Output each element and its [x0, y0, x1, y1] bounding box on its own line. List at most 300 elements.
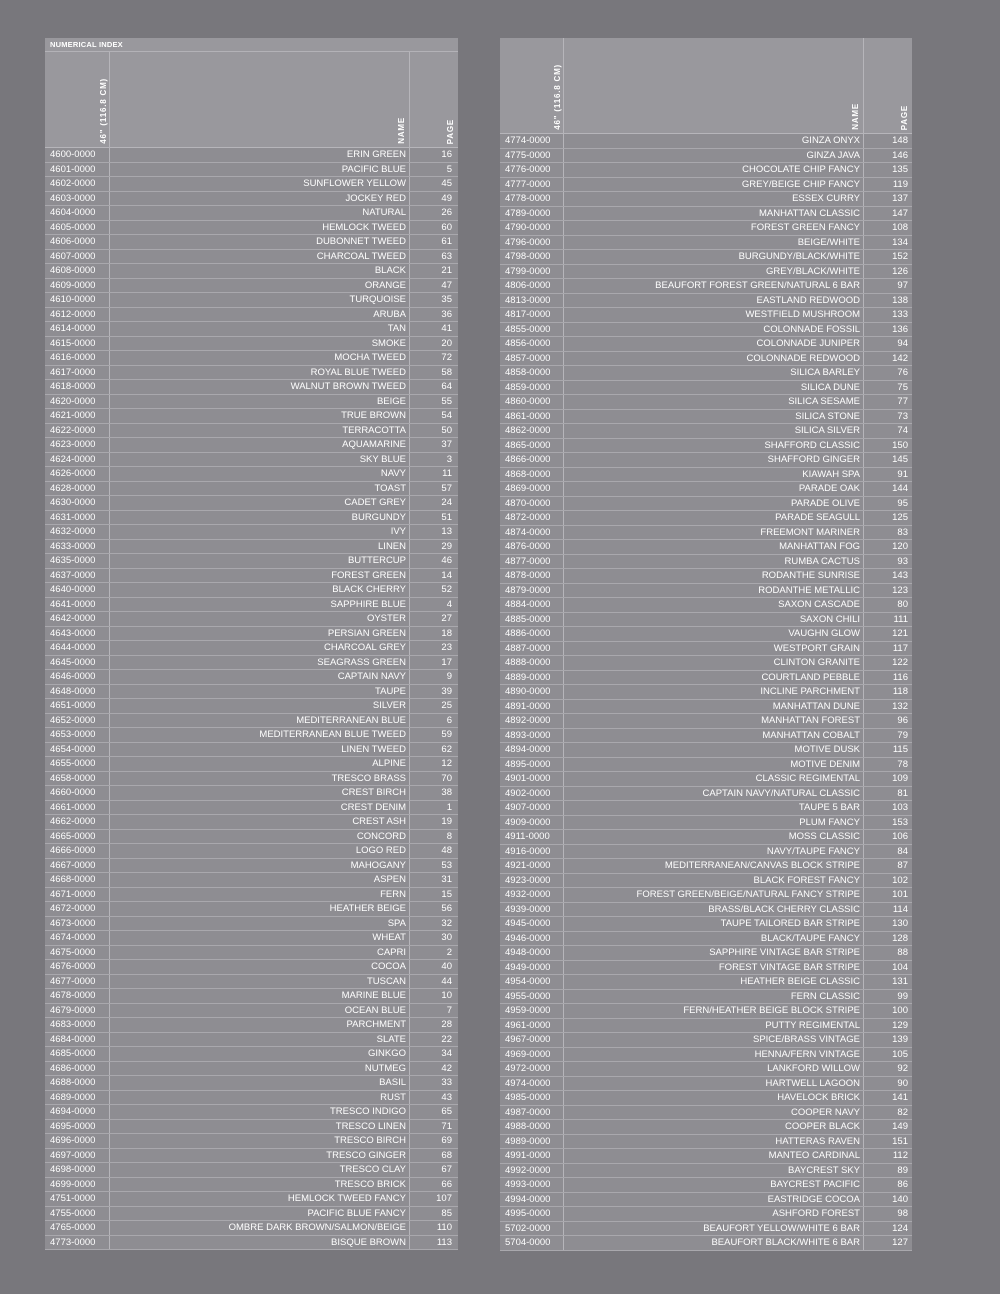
page-number: 5 [446, 163, 452, 175]
item-number: 4889-0000 [505, 671, 551, 683]
table-row [500, 1222, 912, 1237]
table-row [45, 308, 458, 323]
page-number: 73 [897, 410, 908, 422]
item-name: COLONNADE FOSSIL [763, 323, 860, 335]
table-row [45, 467, 458, 482]
page-number: 127 [892, 1237, 908, 1248]
table-row [500, 917, 912, 932]
page-number: 53 [441, 859, 452, 871]
item-name: TRESCO GINGER [326, 1149, 406, 1161]
page-number: 12 [441, 758, 452, 769]
page-number: 15 [441, 888, 452, 900]
item-number: 4628-0000 [50, 482, 96, 494]
item-number: 4893-0000 [505, 729, 551, 741]
item-name: DUBONNET TWEED [316, 236, 406, 247]
table-row [45, 946, 458, 961]
table-row [45, 960, 458, 975]
page-number: 33 [441, 1077, 452, 1088]
page-number: 82 [897, 1106, 908, 1118]
page-number: 16 [441, 149, 452, 160]
item-number: 4796-0000 [505, 236, 551, 248]
table-row [45, 627, 458, 642]
right-table-header [500, 38, 912, 134]
item-name: FERN/HEATHER BEIGE BLOCK STRIPE [683, 1005, 860, 1016]
item-number: 4673-0000 [50, 917, 96, 929]
page-number: 50 [441, 424, 452, 436]
item-number: 4610-0000 [50, 294, 96, 305]
item-name: MANTEO CARDINAL [768, 1150, 860, 1161]
item-name: INCLINE PARCHMENT [760, 686, 860, 697]
table-row [45, 380, 458, 395]
table-row [45, 366, 458, 381]
item-name: EASTRIDGE COCOA [767, 1193, 860, 1205]
table-row [45, 1163, 458, 1178]
page-number: 66 [441, 1178, 452, 1190]
page-number: 112 [892, 1150, 908, 1161]
item-number: 4985-0000 [505, 1092, 551, 1103]
page-number: 91 [897, 468, 908, 480]
page-number: 30 [441, 932, 452, 943]
page-number: 55 [441, 395, 452, 407]
item-name: MANHATTAN FOREST [761, 715, 860, 726]
item-name: ERIN GREEN [346, 149, 406, 160]
table-row [45, 163, 458, 178]
item-number: 4878-0000 [505, 570, 551, 581]
table-row [500, 352, 912, 367]
page-number: 140 [892, 1193, 908, 1205]
page-number: 40 [441, 961, 452, 972]
item-name: SILICA STONE [795, 410, 860, 422]
item-number: 4872-0000 [505, 512, 551, 523]
table-row [45, 1192, 458, 1207]
item-name: PACIFIC BLUE FANCY [307, 1207, 406, 1219]
table-row [500, 569, 912, 584]
item-number: 4972-0000 [505, 1063, 551, 1074]
table-row [45, 279, 458, 294]
table-row [45, 583, 458, 598]
item-number: 4695-0000 [50, 1120, 96, 1132]
left-table-header [45, 52, 458, 148]
item-number: 4648-0000 [50, 685, 96, 697]
item-name: HEMLOCK TWEED [322, 221, 406, 233]
item-name: HATTERAS RAVEN [775, 1135, 860, 1147]
page-number: 104 [892, 961, 908, 973]
page-number: 98 [897, 1208, 908, 1219]
item-number: 4685-0000 [50, 1048, 96, 1059]
item-name: TRESCO BRICK [334, 1178, 406, 1190]
item-name: CONCORD [356, 830, 406, 842]
table-row [500, 424, 912, 439]
item-name: WHEAT [372, 932, 406, 943]
item-number: 4991-0000 [505, 1150, 551, 1161]
item-name: SAXON CHILI [799, 613, 860, 625]
table-row [45, 1076, 458, 1091]
table-row [45, 1120, 458, 1135]
item-name: CAPRI [376, 946, 406, 958]
item-name: SAXON CASCADE [778, 599, 860, 610]
page-number: 139 [892, 1034, 908, 1045]
table-row [45, 1018, 458, 1033]
page-number: 19 [441, 816, 452, 827]
item-number: 4987-0000 [505, 1106, 551, 1118]
item-number: 4817-0000 [505, 309, 551, 320]
item-number: 4954-0000 [505, 976, 551, 987]
item-name: LINEN TWEED [341, 743, 406, 755]
table-row [45, 395, 458, 410]
table-row [500, 323, 912, 338]
table-row [500, 1193, 912, 1208]
table-row [45, 1047, 458, 1062]
item-name: BISQUE BROWN [331, 1236, 406, 1248]
item-name: TRESCO CLAY [339, 1164, 406, 1175]
item-name: SILICA DUNE [800, 381, 860, 393]
table-row [500, 1004, 912, 1019]
page-number: 8 [446, 830, 452, 842]
item-name: TRUE BROWN [341, 410, 406, 421]
table-row [500, 845, 912, 860]
table-row [45, 917, 458, 932]
size-column-header [45, 52, 110, 147]
item-number: 4994-0000 [505, 1193, 551, 1205]
table-row [500, 149, 912, 164]
item-name: BEIGE/WHITE [797, 236, 860, 248]
page-number: 74 [897, 425, 908, 436]
item-name: CAPTAIN NAVY [337, 671, 406, 682]
item-name: SHAFFORD GINGER [767, 454, 860, 465]
table-row [45, 859, 458, 874]
item-number: 4671-0000 [50, 888, 96, 900]
item-name: FREEMONT MARINER [760, 526, 860, 538]
table-row [45, 177, 458, 192]
table-row [500, 627, 912, 642]
page-number: 10 [441, 990, 452, 1001]
item-name: ESSEX CURRY [792, 193, 860, 204]
table-row [500, 163, 912, 178]
page-number: 71 [441, 1120, 452, 1132]
table-row [500, 932, 912, 947]
page-number: 25 [441, 700, 452, 711]
page-number: 130 [892, 918, 908, 929]
item-name: TAUPE 5 BAR [798, 802, 860, 813]
item-number: 4637-0000 [50, 569, 96, 581]
page-number: 124 [892, 1222, 908, 1234]
item-name: MEDITERRANEAN/CANVAS BLOCK STRIPE [664, 860, 860, 871]
item-name: SEAGRASS GREEN [317, 656, 406, 668]
item-name: CAPTAIN NAVY/NATURAL CLASSIC [702, 787, 860, 799]
table-row [500, 990, 912, 1005]
item-number: 4923-0000 [505, 874, 551, 886]
item-number: 4907-0000 [505, 802, 551, 813]
table-row [45, 409, 458, 424]
item-number: 4969-0000 [505, 1048, 551, 1060]
item-name: BEAUFORT BLACK/WHITE 6 BAR [711, 1237, 860, 1248]
page-number: 70 [441, 772, 452, 784]
item-number: 4660-0000 [50, 787, 96, 798]
table-row [45, 975, 458, 990]
item-number: 4645-0000 [50, 656, 96, 668]
item-name: SILICA SILVER [794, 425, 860, 436]
table-row [500, 1120, 912, 1135]
item-number: 4646-0000 [50, 671, 96, 682]
table-row [500, 540, 912, 555]
item-number: 4857-0000 [505, 352, 551, 364]
page-number: 79 [897, 729, 908, 741]
item-name: RODANTHE SUNRISE [761, 570, 860, 581]
page-number: 118 [892, 686, 908, 697]
table-row [45, 598, 458, 613]
page-number: 81 [897, 787, 908, 799]
table-row [500, 801, 912, 816]
page-number: 41 [441, 323, 452, 334]
page-column-header [864, 38, 912, 133]
name-column-header [109, 52, 410, 147]
table-row [500, 874, 912, 889]
item-name: PARADE OLIVE [791, 497, 860, 509]
item-number: 4689-0000 [50, 1091, 96, 1103]
item-name: FOREST GREEN/BEIGE/NATURAL FANCY STRIPE [636, 889, 860, 900]
item-number: 4617-0000 [50, 366, 96, 378]
item-name: MANHATTAN CLASSIC [759, 207, 860, 219]
item-number: 4995-0000 [505, 1208, 551, 1219]
table-row [45, 482, 458, 497]
item-number: 4879-0000 [505, 584, 551, 596]
table-row [45, 1236, 458, 1251]
item-number: 4855-0000 [505, 323, 551, 335]
item-name: SPA [387, 917, 406, 929]
item-name: CHOCOLATE CHIP FANCY [742, 164, 860, 175]
item-number: 4679-0000 [50, 1004, 96, 1016]
item-name: BLACK [374, 265, 406, 276]
table-row [500, 1019, 912, 1034]
item-number: 4891-0000 [505, 700, 551, 712]
item-number: 4698-0000 [50, 1164, 96, 1175]
item-number: 4666-0000 [50, 845, 96, 856]
item-name: BRASS/BLACK CHERRY CLASSIC [708, 903, 860, 915]
page-number: 34 [441, 1048, 452, 1059]
page-number: 128 [892, 932, 908, 944]
item-name: MEDITERRANEAN BLUE [296, 714, 406, 726]
item-number: 4694-0000 [50, 1106, 96, 1117]
page-number: 134 [892, 236, 908, 248]
item-number: 4696-0000 [50, 1135, 96, 1146]
page-number: 131 [892, 976, 908, 987]
page-number: 153 [892, 816, 908, 828]
item-number: 4605-0000 [50, 221, 96, 233]
page-number: 113 [436, 1236, 452, 1248]
table-row [45, 1134, 458, 1149]
table-row [45, 641, 458, 656]
table-row [500, 700, 912, 715]
table-row [500, 337, 912, 352]
item-name: TRESCO INDIGO [329, 1106, 406, 1117]
name-column-header [563, 38, 864, 133]
item-number: 4667-0000 [50, 859, 96, 871]
table-row [45, 250, 458, 265]
item-name: TOAST [374, 482, 406, 494]
item-number: 4806-0000 [505, 280, 551, 291]
item-name: BURGUNDY/BLACK/WHITE [738, 251, 860, 262]
page-number: 36 [441, 308, 452, 320]
table-row [45, 453, 458, 468]
table-row [45, 772, 458, 787]
item-number: 4602-0000 [50, 178, 96, 189]
item-number: 4921-0000 [505, 860, 551, 871]
item-number: 4643-0000 [50, 627, 96, 639]
item-name: SILVER [372, 700, 406, 711]
item-number: 4658-0000 [50, 772, 96, 784]
page-number: 126 [892, 265, 908, 277]
table-row [500, 526, 912, 541]
table-row [500, 584, 912, 599]
item-name: PARADE OAK [798, 483, 860, 494]
item-name: CREST DENIM [340, 801, 406, 813]
page-number: 20 [441, 337, 452, 349]
item-name: SMOKE [371, 337, 406, 349]
item-name: GINKGO [367, 1048, 406, 1059]
page-number: 144 [892, 483, 908, 494]
item-number: 4877-0000 [505, 555, 551, 567]
item-number: 4894-0000 [505, 744, 551, 755]
table-row [500, 946, 912, 961]
table-row [500, 1077, 912, 1092]
page-number: 24 [441, 497, 452, 508]
page-number: 83 [897, 526, 908, 538]
item-number: 4890-0000 [505, 686, 551, 697]
page-number: 58 [441, 366, 452, 378]
item-number: 4860-0000 [505, 396, 551, 407]
item-number: 4775-0000 [505, 149, 551, 161]
table-row [500, 1236, 912, 1251]
page-number: 107 [436, 1193, 452, 1204]
page-number: 14 [441, 569, 452, 581]
item-name: COOPER BLACK [785, 1121, 860, 1132]
table-row [500, 613, 912, 628]
item-number: 4988-0000 [505, 1121, 551, 1132]
page-number: 60 [441, 221, 452, 233]
page-number: 44 [441, 975, 452, 987]
page-number: 37 [441, 439, 452, 450]
item-name: SLATE [376, 1033, 406, 1045]
table-row [45, 801, 458, 816]
item-name: BURGUNDY [351, 511, 406, 523]
page-number: 146 [892, 149, 908, 161]
item-name: HAVELOCK BRICK [777, 1092, 860, 1103]
table-row [500, 1048, 912, 1063]
item-number: 4616-0000 [50, 352, 96, 363]
right-index-table [500, 38, 912, 1250]
page-number: 21 [441, 265, 452, 276]
item-name: SILICA BARLEY [790, 367, 860, 378]
item-name: BASIL [379, 1077, 406, 1088]
item-name: CREST BIRCH [341, 787, 406, 798]
page-number: 35 [441, 294, 452, 305]
item-name: COCOA [371, 961, 406, 972]
item-number: 4614-0000 [50, 323, 96, 334]
page-number: 106 [892, 831, 908, 842]
page-column-label: PAGE [446, 118, 455, 144]
table-row [500, 903, 912, 918]
page-number: 147 [892, 207, 908, 219]
item-number: 4932-0000 [505, 889, 551, 900]
page-number: 99 [897, 990, 908, 1002]
item-name: COLONNADE JUNIPER [756, 338, 860, 349]
item-number: 4600-0000 [50, 149, 96, 160]
table-row [45, 1149, 458, 1164]
table-row [45, 511, 458, 526]
table-row [45, 1178, 458, 1193]
page-number: 9 [446, 671, 452, 682]
page-number: 59 [441, 729, 452, 740]
left-index-table [45, 38, 458, 1250]
item-number: 4858-0000 [505, 367, 551, 378]
table-row [45, 815, 458, 830]
table-row [500, 1091, 912, 1106]
item-name: BLACK CHERRY [332, 584, 406, 595]
item-name: RUST [380, 1091, 406, 1103]
page-number: 62 [441, 743, 452, 755]
page-number: 23 [441, 642, 452, 653]
page-number: 54 [441, 410, 452, 421]
item-name: KIAWAH SPA [802, 468, 860, 480]
table-row [500, 975, 912, 990]
table-row [500, 1207, 912, 1222]
page-number: 125 [892, 512, 908, 523]
page-number: 110 [436, 1222, 452, 1233]
page-number: 87 [897, 860, 908, 871]
page-number: 72 [441, 352, 452, 363]
item-name: VAUGHN GLOW [788, 628, 860, 639]
page-number: 85 [441, 1207, 452, 1219]
page-number: 96 [897, 715, 908, 726]
item-number: 4686-0000 [50, 1062, 96, 1074]
item-number: 4885-0000 [505, 613, 551, 625]
item-name: MANHATTAN COBALT [762, 729, 860, 741]
item-number: 4945-0000 [505, 918, 551, 929]
item-number: 4868-0000 [505, 468, 551, 480]
table-row [45, 351, 458, 366]
page-number: 67 [441, 1164, 452, 1175]
page-number: 115 [892, 744, 908, 755]
page-number: 84 [897, 845, 908, 857]
table-row [45, 235, 458, 250]
table-row [45, 989, 458, 1004]
page-number: 114 [892, 903, 908, 915]
item-name: TRESCO BIRCH [334, 1135, 406, 1146]
page-number: 2 [446, 946, 452, 958]
item-name: FOREST GREEN [331, 569, 406, 581]
page-number: 97 [897, 280, 908, 291]
item-number: 4856-0000 [505, 338, 551, 349]
item-number: 4603-0000 [50, 192, 96, 204]
item-name: CLINTON GRANITE [773, 657, 860, 668]
table-row [500, 308, 912, 323]
item-number: 4674-0000 [50, 932, 96, 943]
table-row [45, 569, 458, 584]
page-number: 31 [441, 874, 452, 885]
page-number: 43 [441, 1091, 452, 1103]
table-row [500, 439, 912, 454]
item-number: 4607-0000 [50, 250, 96, 262]
item-number: 4653-0000 [50, 729, 96, 740]
item-name: ALPINE [372, 758, 406, 769]
table-row [500, 1178, 912, 1193]
item-name: BUTTERCUP [347, 555, 406, 566]
page-number: 32 [441, 917, 452, 929]
item-name: PUTTY REGIMENTAL [765, 1019, 860, 1031]
item-number: 4676-0000 [50, 961, 96, 972]
item-number: 4989-0000 [505, 1135, 551, 1147]
page-number: 145 [892, 454, 908, 465]
